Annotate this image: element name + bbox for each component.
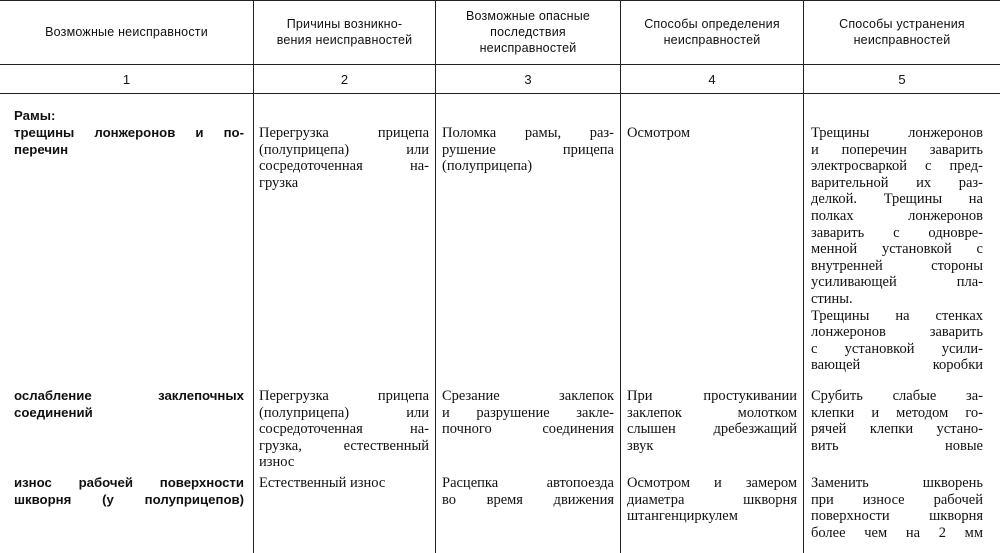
column-number-5: 5 [898,71,906,87]
column-number-1: 1 [122,71,131,87]
row-3-remedy: Заменить шкворень при износе рабочей поверхности шкворня более чем на 2 мм [811,475,983,541]
number-row-divider [0,93,1000,94]
row-2-remedy: Срубить слабые за- клепки и методом го- рячей клепки устано- вить новые [811,388,983,454]
row-3-consequence: Расцепка автопоезда во время движения [442,475,614,508]
row-3-fault: износ рабочей поверхности шкворня (у полуприцепов) [14,475,244,507]
row-1-remedy: Трещины лонжеронов и поперечин заварить электросваркой с пред- варительной их раз- делкой. Трещины на полках лонжеронов заварить с одновре- менной установкой с внутренней стороны усиливающей пла- стины. Трещины на стенках лонжеронов заварить с установкой усили- вающей коробки [811,125,983,374]
header-fault-causes: Причины возникно- вения неисправностей [276,17,413,47]
section-title: Рамы: [14,108,56,123]
column-number-3: 3 [524,71,532,87]
row-1-detection: Осмотром [627,125,691,141]
header-detection-methods: Способы определения неисправностей [644,17,780,47]
column-number-4: 4 [708,71,716,87]
row-2-detection: При простукивании заклепок молотком слышен дребезжащий звук [627,388,797,454]
row-1-consequence: Поломка рамы, раз- рушение прицепа (полуприцепа) [442,125,614,175]
row-3-detection: Осмотром и замером диаметра шкворня штангенциркулем [627,475,797,525]
row-2-consequence: Срезание заклепок и разрушение закле- почного соединения [442,388,614,438]
row-1-fault: трещины лонжеронов и по- перечин [14,125,244,157]
header-remedy-methods: Способы устранения неисправностей [839,17,965,47]
row-3-cause: Естественный износ [259,475,386,491]
row-2-cause: Перегрузка прицепа (полуприцепа) или сосредоточенная на- грузка, естественный износ [259,388,429,471]
row-2-fault: ослабление заклепочных соединений [14,388,244,420]
header-dangerous-consequences: Возможные опасные последствия неисправностей [465,9,591,55]
header-possible-faults: Возможные неисправности [45,25,208,39]
row-1-cause: Перегрузка прицепа (полуприцепа) или сосредоточенная на- грузка [259,125,429,191]
column-number-2: 2 [340,71,349,87]
